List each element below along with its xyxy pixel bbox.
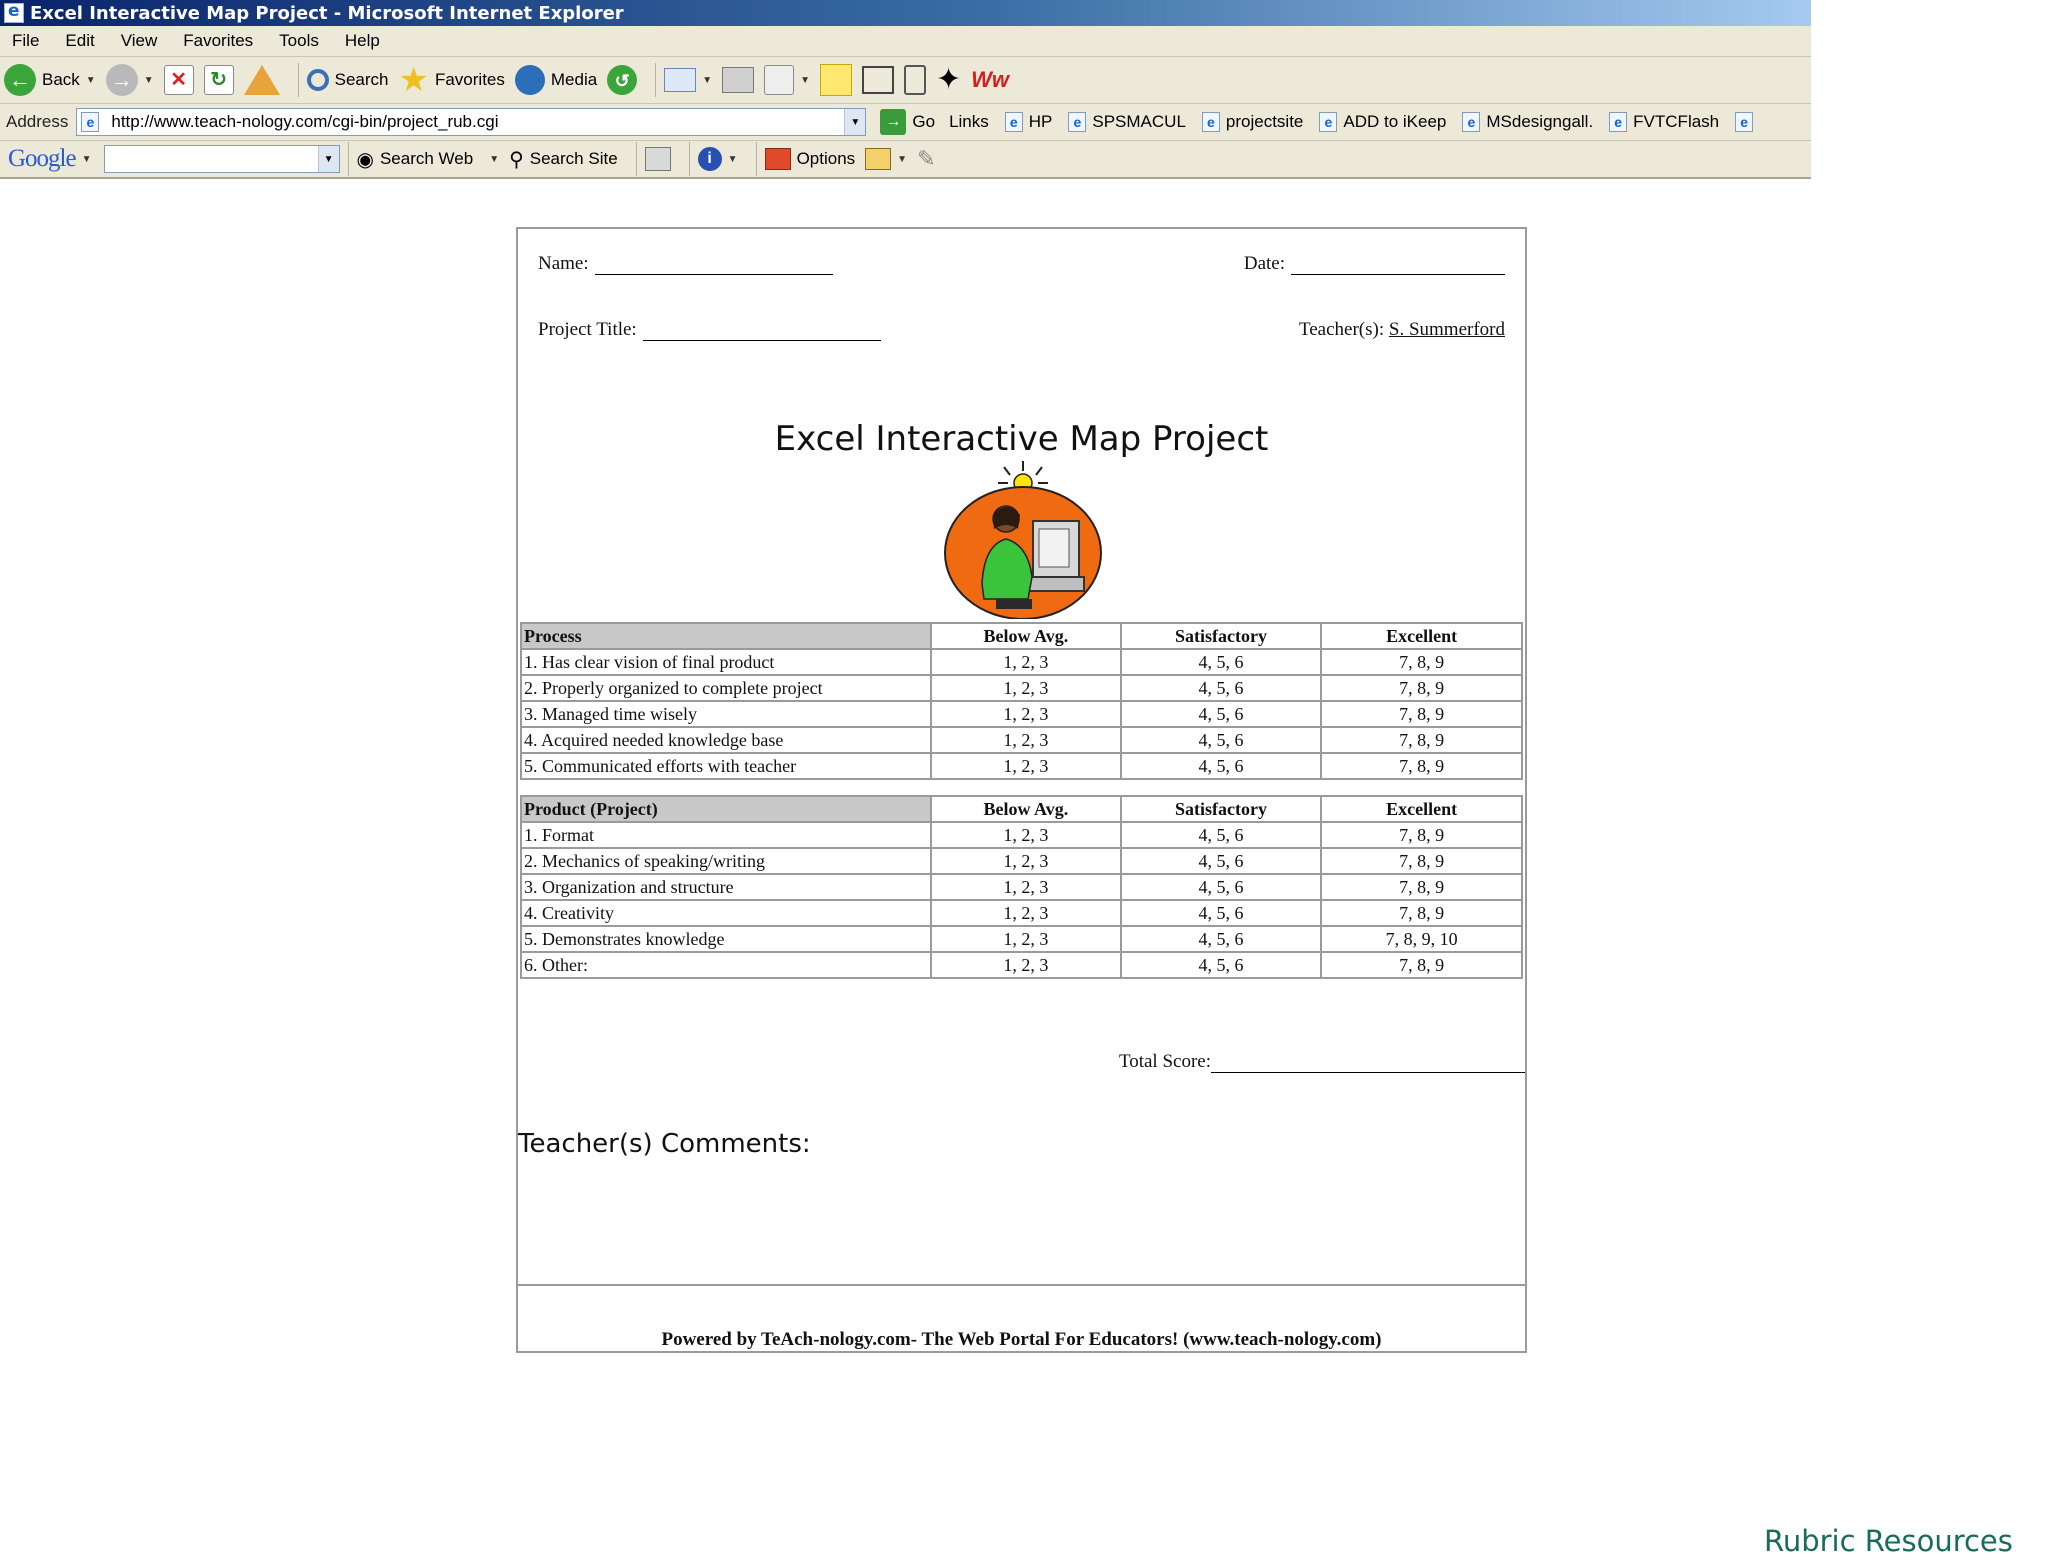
score-cell: 7, 8, 9 bbox=[1321, 952, 1522, 978]
link-msdesigngall[interactable] bbox=[1462, 112, 1593, 132]
stop-button[interactable] bbox=[164, 65, 194, 95]
link-label: projectsite bbox=[1225, 112, 1304, 131]
link-label: HP bbox=[1028, 112, 1053, 131]
slide-caption: Rubric Resources bbox=[1764, 1524, 2013, 1558]
project-title-blank bbox=[643, 340, 881, 341]
google-logo[interactable] bbox=[8, 145, 76, 173]
score-cell: 4, 5, 6 bbox=[1121, 675, 1322, 701]
search-label: Search bbox=[334, 70, 389, 89]
table-row bbox=[521, 701, 1522, 727]
go-label: Go bbox=[912, 112, 936, 131]
link-label: ADD to iKeep bbox=[1343, 112, 1447, 131]
search-site-label: Search Site bbox=[529, 149, 618, 168]
home-icon bbox=[244, 65, 280, 95]
media-button[interactable] bbox=[515, 65, 597, 95]
link-more[interactable] bbox=[1735, 112, 1759, 132]
options-label: Options bbox=[796, 149, 856, 168]
google-search-input[interactable] bbox=[104, 145, 340, 173]
search-icon bbox=[307, 69, 329, 91]
criterion-cell: 4. Creativity bbox=[521, 900, 931, 926]
document-title: Excel Interactive Map Project bbox=[774, 419, 1269, 459]
teacher-label: Teacher(s): bbox=[1298, 319, 1385, 340]
score-cell: 4, 5, 6 bbox=[1121, 701, 1322, 727]
link-projectsite[interactable] bbox=[1202, 112, 1303, 132]
criterion-cell: 6. Other: bbox=[521, 952, 931, 978]
name-field bbox=[538, 253, 833, 275]
tool-icon: ✦ bbox=[936, 63, 962, 96]
link-label: FVTCFlash bbox=[1633, 112, 1720, 131]
window-title: Excel Interactive Map Project - Microsoft Internet Explorer bbox=[30, 2, 624, 24]
back-label: Back bbox=[42, 70, 80, 89]
page-icon: e bbox=[1319, 112, 1337, 132]
google-toolbar bbox=[0, 141, 1811, 179]
criterion-cell: 2. Properly organized to complete project bbox=[521, 675, 931, 701]
column-header: Excellent bbox=[1321, 623, 1522, 649]
favorites-star-icon: ★ bbox=[398, 61, 429, 99]
search-web-label: Search Web bbox=[379, 149, 474, 168]
date-field bbox=[1244, 253, 1505, 275]
google-query[interactable] bbox=[105, 146, 318, 172]
table-row bbox=[521, 874, 1522, 900]
table-row bbox=[521, 649, 1522, 675]
footer-divider bbox=[518, 1284, 1525, 1286]
messenger-button[interactable] bbox=[904, 65, 926, 95]
criterion-cell: 3. Organization and structure bbox=[521, 874, 931, 900]
score-cell: 4, 5, 6 bbox=[1121, 822, 1322, 848]
address-dropdown-icon[interactable]: ▼ bbox=[844, 109, 865, 135]
address-input[interactable] bbox=[76, 108, 866, 136]
criterion-cell: 1. Format bbox=[521, 822, 931, 848]
menu-tools[interactable]: Tools bbox=[279, 31, 319, 50]
forward-button[interactable] bbox=[106, 64, 154, 96]
go-arrow-icon: → bbox=[880, 109, 906, 135]
criterion-cell: 1. Has clear vision of final product bbox=[521, 649, 931, 675]
criterion-cell: 3. Managed time wisely bbox=[521, 701, 931, 727]
date-blank bbox=[1291, 274, 1505, 275]
links-label: Links bbox=[949, 112, 989, 131]
score-cell: 1, 2, 3 bbox=[931, 727, 1121, 753]
mail-dropdown-icon[interactable]: ▼ bbox=[702, 74, 713, 86]
go-button[interactable] bbox=[880, 109, 935, 135]
powered-by-footer: Powered by TeAch-nology.com- The Web Portal For Educators! (www.teach-nology.com) bbox=[661, 1329, 1382, 1350]
history-icon: ↺ bbox=[607, 65, 637, 95]
table-header-row bbox=[521, 796, 1522, 822]
search-web-dropdown-icon[interactable]: ▼ bbox=[489, 153, 500, 165]
table-header-row bbox=[521, 623, 1522, 649]
options-button[interactable] bbox=[765, 148, 856, 170]
print-icon bbox=[722, 67, 754, 93]
name-blank bbox=[595, 274, 833, 275]
column-header: Satisfactory bbox=[1121, 796, 1322, 822]
teacher-comments-label: Teacher(s) Comments: bbox=[518, 1129, 811, 1159]
score-cell: 4, 5, 6 bbox=[1121, 649, 1322, 675]
popup-dropdown-icon[interactable]: ▼ bbox=[897, 153, 908, 165]
score-cell: 4, 5, 6 bbox=[1121, 874, 1322, 900]
link-hp[interactable] bbox=[1005, 112, 1053, 132]
column-header: Below Avg. bbox=[931, 796, 1121, 822]
folder-up-icon bbox=[865, 148, 891, 170]
score-cell: 1, 2, 3 bbox=[931, 900, 1121, 926]
home-button[interactable] bbox=[244, 65, 280, 95]
student-computer-clipart bbox=[938, 459, 1108, 619]
score-cell: 1, 2, 3 bbox=[931, 848, 1121, 874]
total-score-blank bbox=[1211, 1072, 1525, 1073]
teacher-field bbox=[1299, 319, 1505, 341]
name-label: Name: bbox=[538, 253, 589, 274]
edit-icon bbox=[764, 65, 794, 95]
edit-button[interactable] bbox=[764, 65, 810, 95]
back-arrow-icon: ← bbox=[4, 64, 36, 96]
standard-toolbar bbox=[0, 57, 1811, 104]
score-cell: 7, 8, 9 bbox=[1321, 701, 1522, 727]
forward-dropdown-icon[interactable]: ▼ bbox=[143, 74, 154, 86]
media-globe-icon bbox=[515, 65, 545, 95]
back-dropdown-icon[interactable]: ▼ bbox=[85, 74, 96, 86]
toolbar-separator bbox=[298, 63, 299, 97]
browser-window bbox=[0, 0, 1811, 179]
product-rubric-table bbox=[520, 795, 1523, 979]
project-title-field bbox=[538, 319, 881, 341]
options-icon bbox=[765, 148, 791, 170]
pencil-icon: ✎ bbox=[917, 146, 936, 171]
link-spsmacul[interactable] bbox=[1068, 112, 1186, 132]
rubric-document bbox=[516, 227, 1527, 1353]
table-row bbox=[521, 675, 1522, 701]
toolbar-separator bbox=[655, 63, 656, 97]
score-cell: 7, 8, 9 bbox=[1321, 900, 1522, 926]
criterion-cell: 5. Demonstrates knowledge bbox=[521, 926, 931, 952]
menu-help[interactable]: Help bbox=[344, 31, 380, 50]
table-row bbox=[521, 753, 1522, 779]
column-header: Below Avg. bbox=[931, 623, 1121, 649]
address-bar bbox=[0, 104, 1811, 141]
info-dropdown-icon[interactable]: ▼ bbox=[727, 153, 738, 165]
score-cell: 1, 2, 3 bbox=[931, 701, 1121, 727]
total-score-label: Total Score: bbox=[1118, 1051, 1211, 1072]
criterion-cell: 5. Communicated efforts with teacher bbox=[521, 753, 931, 779]
process-rubric-table bbox=[520, 622, 1523, 780]
google-history-dropdown-icon[interactable]: ▼ bbox=[318, 146, 339, 172]
score-cell: 1, 2, 3 bbox=[931, 675, 1121, 701]
history-button[interactable] bbox=[607, 65, 637, 95]
binoculars-icon: ◉ bbox=[356, 148, 374, 171]
table-row bbox=[521, 952, 1522, 978]
toolbar-separator bbox=[636, 142, 637, 176]
forward-arrow-icon: → bbox=[106, 64, 138, 96]
highlight-button[interactable] bbox=[917, 146, 935, 172]
ie-app-icon bbox=[4, 3, 24, 23]
edit-dropdown-icon[interactable]: ▼ bbox=[800, 74, 811, 86]
research-button[interactable] bbox=[862, 66, 894, 94]
address-label: Address bbox=[6, 112, 69, 131]
toolbar-separator bbox=[348, 142, 349, 176]
page-icon: e bbox=[81, 112, 99, 132]
score-cell: 1, 2, 3 bbox=[931, 753, 1121, 779]
score-cell: 7, 8, 9 bbox=[1321, 753, 1522, 779]
notes-icon bbox=[820, 64, 852, 96]
score-cell: 1, 2, 3 bbox=[931, 874, 1121, 900]
total-score-field bbox=[1119, 1051, 1525, 1073]
tool-button-a[interactable] bbox=[936, 65, 961, 95]
score-cell: 4, 5, 6 bbox=[1121, 926, 1322, 952]
notes-button[interactable] bbox=[820, 64, 852, 96]
score-cell: 1, 2, 3 bbox=[931, 952, 1121, 978]
score-cell: 7, 8, 9 bbox=[1321, 874, 1522, 900]
news-button[interactable] bbox=[645, 147, 671, 171]
popup-blocker-button[interactable] bbox=[865, 148, 907, 170]
page-icon: e bbox=[1068, 112, 1086, 132]
score-cell: 4, 5, 6 bbox=[1121, 727, 1322, 753]
link-fvtcflash[interactable] bbox=[1609, 112, 1719, 132]
column-header: Excellent bbox=[1321, 796, 1522, 822]
menu-view[interactable]: View bbox=[120, 31, 158, 50]
score-cell: 4, 5, 6 bbox=[1121, 900, 1322, 926]
column-header: Satisfactory bbox=[1121, 623, 1322, 649]
menu-file[interactable]: File bbox=[12, 31, 40, 50]
research-books-icon bbox=[862, 66, 894, 94]
link-label: MSdesigngall. bbox=[1486, 112, 1594, 131]
search-site-button[interactable] bbox=[509, 147, 618, 172]
media-label: Media bbox=[550, 70, 598, 89]
score-cell: 7, 8, 9, 10 bbox=[1321, 926, 1522, 952]
google-logo-text: Google bbox=[8, 145, 76, 172]
link-label: SPSMACUL bbox=[1092, 112, 1186, 131]
teacher-name: S. Summerford bbox=[1388, 319, 1505, 340]
refresh-icon: ↻ bbox=[204, 65, 234, 95]
title-bar bbox=[0, 0, 1811, 26]
search-web-button[interactable] bbox=[357, 147, 474, 172]
news-icon bbox=[645, 147, 671, 171]
table-row bbox=[521, 900, 1522, 926]
search-button[interactable] bbox=[307, 69, 389, 91]
menu-bar bbox=[0, 26, 1811, 57]
favorites-button[interactable] bbox=[398, 61, 505, 99]
score-cell: 7, 8, 9 bbox=[1321, 727, 1522, 753]
table-row bbox=[521, 727, 1522, 753]
refresh-button[interactable] bbox=[204, 65, 234, 95]
site-search-icon: ⚲ bbox=[509, 148, 524, 171]
toolbar-separator bbox=[756, 142, 757, 176]
print-button[interactable] bbox=[722, 67, 754, 93]
page-icon: e bbox=[1462, 112, 1480, 132]
section-header: Process bbox=[521, 623, 931, 649]
menu-edit[interactable]: Edit bbox=[65, 31, 95, 50]
table-row bbox=[521, 848, 1522, 874]
link-add-to-ikeep[interactable] bbox=[1319, 112, 1446, 132]
score-cell: 7, 8, 9 bbox=[1321, 675, 1522, 701]
menu-favorites[interactable]: Favorites bbox=[183, 31, 254, 50]
project-title-label: Project Title: bbox=[538, 319, 637, 340]
table-row bbox=[521, 926, 1522, 952]
mail-icon bbox=[664, 68, 696, 92]
score-cell: 1, 2, 3 bbox=[931, 822, 1121, 848]
info-button[interactable] bbox=[698, 147, 738, 171]
score-cell: 1, 2, 3 bbox=[931, 649, 1121, 675]
links-bar bbox=[949, 112, 1775, 132]
page-icon: e bbox=[1609, 112, 1627, 132]
stop-icon: ✕ bbox=[164, 65, 194, 95]
score-cell: 4, 5, 6 bbox=[1121, 753, 1322, 779]
page-icon: e bbox=[1202, 112, 1220, 132]
score-cell: 7, 8, 9 bbox=[1321, 649, 1522, 675]
back-button[interactable] bbox=[4, 64, 96, 96]
date-label: Date: bbox=[1243, 253, 1285, 274]
score-cell: 7, 8, 9 bbox=[1321, 822, 1522, 848]
score-cell: 4, 5, 6 bbox=[1121, 848, 1322, 874]
criterion-cell: 2. Mechanics of speaking/writing bbox=[521, 848, 931, 874]
computer-monitor-icon bbox=[1026, 521, 1084, 591]
score-cell: 7, 8, 9 bbox=[1321, 848, 1522, 874]
table-row bbox=[521, 822, 1522, 848]
criterion-cell: 4. Acquired needed knowledge base bbox=[521, 727, 931, 753]
mail-button[interactable] bbox=[664, 68, 712, 92]
score-cell: 1, 2, 3 bbox=[931, 926, 1121, 952]
ww-button[interactable] bbox=[971, 67, 1009, 93]
google-menu-dropdown-icon[interactable]: ▼ bbox=[81, 153, 92, 165]
toolbar-separator bbox=[689, 142, 690, 176]
section-header: Product (Project) bbox=[521, 796, 931, 822]
score-cell: 4, 5, 6 bbox=[1121, 952, 1322, 978]
page-icon: e bbox=[1005, 112, 1023, 132]
address-url[interactable]: http://www.teach-nology.com/cgi-bin/project_rub.cgi bbox=[111, 112, 499, 131]
page-icon: e bbox=[1735, 112, 1753, 132]
ww-logo-icon: Ww bbox=[971, 67, 1010, 92]
messenger-device-icon bbox=[904, 65, 926, 95]
favorites-label: Favorites bbox=[434, 70, 505, 89]
info-icon: i bbox=[698, 147, 722, 171]
